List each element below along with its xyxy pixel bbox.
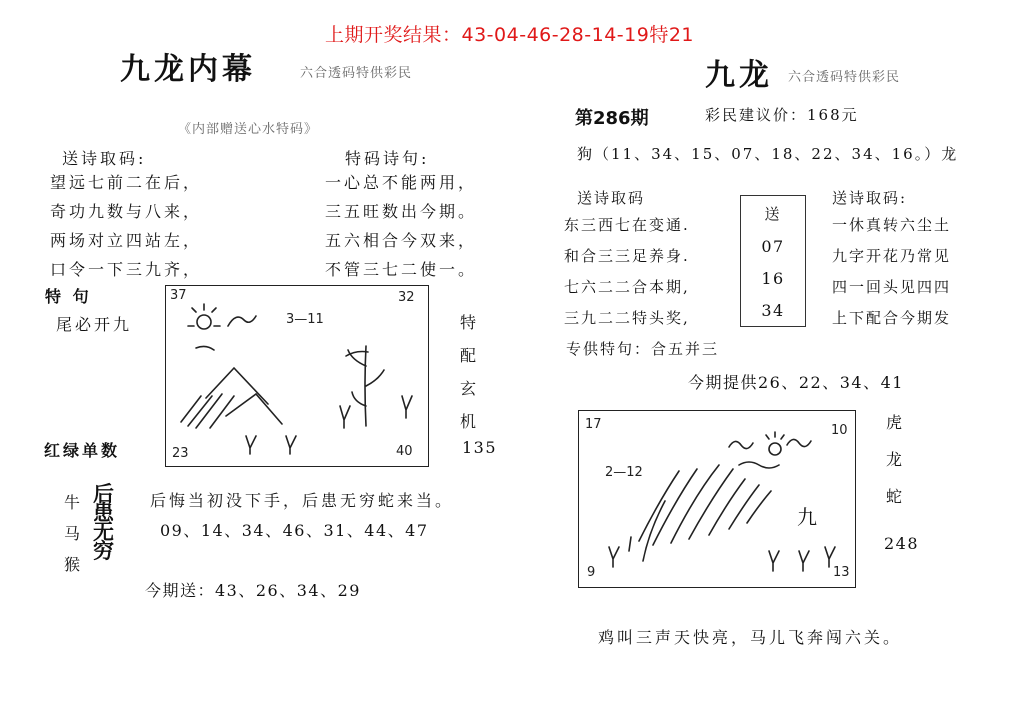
left-animal: 猴 (64, 555, 84, 574)
left-poem-header: 送诗取码: (62, 149, 147, 168)
left-poem-lines (50, 170, 202, 280)
left-sketch-mid-text: 3—11 (286, 312, 324, 327)
right-side-chars (886, 410, 905, 507)
left-numbers: 09、14、34、46、31、44、47 (160, 521, 429, 540)
right-poem-left-line: 七六二二合本期, (564, 278, 690, 296)
left-animals (64, 490, 83, 575)
right-poem-left-line: 东三西七在变通. (564, 216, 690, 234)
right-poem-right-line: 四一回头见四四 (832, 278, 952, 296)
right-sketch-drawing (579, 411, 855, 587)
right-poem-left-header: 送诗取码 (577, 189, 646, 207)
right-subtitle: 六合透码特供彩民 (788, 70, 901, 85)
left-special-line: 三五旺数出今期。 (325, 202, 478, 221)
right-today: 今期提供26、22、34、41 (688, 373, 904, 392)
right-side-char: 蛇 (886, 487, 906, 506)
left-animal: 马 (64, 524, 84, 543)
right-sketch-num-br: 13 (833, 565, 850, 580)
left-poem-line: 望远七前二在后， (50, 173, 203, 192)
left-title: 九龙内幕 (120, 52, 256, 87)
right-bottom-verse: 鸡叫三声天快亮，马儿飞奔闯六关。 (598, 628, 903, 647)
right-poem-right (832, 214, 951, 328)
right-poem-right-header: 送诗取码: (832, 189, 908, 207)
left-big-char: 穷 (93, 538, 114, 563)
right-dog-line: 狗（11、34、15、07、18、22、34、16。）龙 (577, 145, 959, 163)
right-poem-right-line: 上下配合今期发 (832, 309, 952, 327)
right-title: 九龙 (705, 58, 773, 93)
left-red-green: 红绿单数 (44, 441, 121, 460)
left-sketch-num-br: 40 (396, 444, 413, 459)
left-side-char: 特 (460, 313, 480, 332)
right-sketch-char: 九 (797, 505, 817, 529)
right-sketch-num-bl: 9 (587, 565, 596, 580)
left-sketch-num-tr: 32 (398, 290, 415, 305)
left-side-char: 玄 (460, 379, 480, 398)
draw-result-banner: 上期开奖结果：43-04-46-28-14-19特21 (325, 24, 695, 46)
left-side-char: 配 (460, 346, 480, 365)
right-poem-right-line: 九字开花乃常见 (832, 247, 952, 265)
right-sketch-image (578, 410, 856, 588)
right-price: 彩民建议价：168元 (705, 106, 859, 124)
right-number-box (740, 195, 806, 327)
left-sub-heading: 《内部赠送心水特码》 (178, 122, 319, 137)
right-side-number: 248 (884, 534, 920, 553)
left-today: 今期送：43、26、34、29 (145, 581, 361, 600)
left-sketch-num-bl: 23 (172, 446, 189, 461)
left-special-lines (325, 170, 477, 280)
left-side-number: 135 (462, 438, 498, 457)
right-sketch-num-tl: 17 (585, 417, 602, 432)
left-special-line: 一心总不能两用， (325, 173, 478, 192)
right-sketch-mid-text: 2—12 (605, 465, 643, 480)
right-sketch-num-tr: 10 (831, 423, 848, 438)
left-big-char: 患 (93, 500, 114, 525)
left-sketch-num-tl: 37 (170, 288, 187, 303)
left-special-header: 特码诗句: (345, 149, 430, 168)
right-side-char: 龙 (886, 450, 906, 469)
left-poem-line: 两场对立四站左， (50, 231, 203, 250)
left-teju-value: 尾必开九 (56, 315, 133, 334)
left-poem-line: 口令一下三九齐， (50, 260, 203, 279)
left-poem-line: 奇功九数与八来， (50, 202, 203, 221)
right-poem-left (564, 214, 690, 328)
right-side-char: 虎 (886, 413, 906, 432)
left-big-char: 后 (93, 481, 114, 506)
left-big-chars (93, 481, 114, 563)
right-box-item: 16 (761, 268, 785, 288)
left-big-char: 无 (93, 519, 114, 544)
right-box-item: 送 (764, 204, 782, 223)
left-subtitle: 六合透码特供彩民 (300, 66, 413, 81)
right-poem-left-line: 三九二二特头奖, (564, 309, 690, 327)
left-special-line: 不管三七二使一。 (325, 260, 478, 279)
right-box-item: 07 (761, 236, 785, 256)
left-side-chars (460, 310, 479, 432)
right-special-verse: 专供特句：合五并三 (566, 340, 720, 358)
left-verse: 后悔当初没下手，后患无穷蛇来当。 (150, 491, 455, 510)
left-teju-label: 特 句 (45, 287, 92, 306)
right-poem-left-line: 和合三三足养身. (564, 247, 690, 265)
right-box-item: 34 (761, 300, 785, 320)
left-animal: 牛 (64, 493, 84, 512)
left-sketch-image (165, 285, 429, 467)
right-poem-right-line: 一休真转六尘土 (832, 216, 952, 234)
left-side-char: 机 (460, 412, 480, 431)
left-special-line: 五六相合今双来， (325, 231, 478, 250)
right-issue: 第286期 (575, 108, 649, 129)
